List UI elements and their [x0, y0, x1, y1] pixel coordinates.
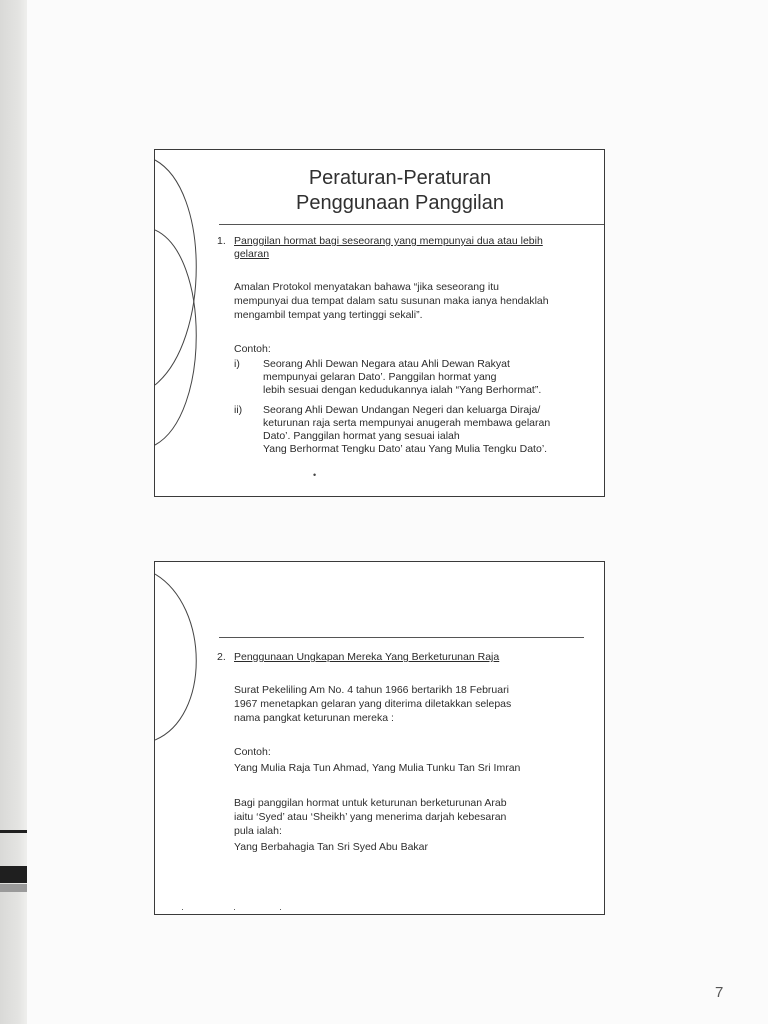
numbered-heading-1 [217, 235, 604, 260]
example-numeral: ii) [234, 404, 243, 416]
numbered-heading-2 [217, 651, 604, 664]
example-item-1 [234, 358, 599, 397]
slide-decor-arcs-icon [155, 562, 235, 915]
item-heading-line-1: Panggilan hormat bagi seseorang yang mempunyai dua atau lebih [234, 235, 543, 247]
example-line: Seorang Ahli Dewan Undangan Negeri dan keluarga Diraja/ [263, 404, 541, 416]
example-line: mempunyai gelaran Dato’. Panggilan hormat yang [263, 371, 497, 383]
contoh-label: Contoh: [234, 746, 271, 758]
item-heading-line-2: gelaran [234, 247, 270, 260]
scan-mark-thick [0, 866, 27, 883]
contoh-label: Contoh: [234, 343, 271, 355]
para-line: iaitu ‘Syed’ atau ‘Sheikh’ yang menerima darjah kebesaran [234, 811, 507, 823]
scan-edge [0, 0, 27, 1024]
paragraph-keturunan-arab [234, 796, 599, 854]
para-line: Bagi panggilan hormat untuk keturunan berketurunan Arab [234, 797, 507, 809]
speck-mark: • [313, 470, 317, 480]
example-line: Seorang Ahli Dewan Negara atau Ahli Dewan Rakyat [263, 358, 510, 370]
para-line: Surat Pekeliling Am No. 4 tahun 1966 bertarikh 18 Februari [234, 684, 509, 696]
item-heading: Penggunaan Ungkapan Mereka Yang Berketurunan Raja [234, 651, 500, 663]
example-numeral: i) [234, 358, 240, 370]
example-line: Yang Berhormat Tengku Dato’ atau Yang Mulia Tengku Dato’. [263, 443, 548, 455]
item-number: 2. [217, 651, 226, 663]
slide-title [215, 166, 585, 216]
example-line: lebih sesuai dengan kedudukannya ialah “Yang Berhormat”. [263, 384, 542, 396]
title-line-1: Peraturan-Peraturan [308, 167, 492, 189]
paragraph-surat-pekeliling [234, 683, 599, 725]
speck-mark: · [181, 904, 184, 914]
para-line: mengambil tempat yang tertinggi sekali”. [234, 309, 423, 321]
speck-mark: · [233, 904, 236, 914]
title-divider [219, 224, 605, 225]
para-line: nama pangkat keturunan mereka : [234, 712, 394, 724]
scan-mark-thin [0, 830, 27, 833]
para-line: Amalan Protokol menyatakan bahawa “jika seseorang itu [234, 281, 499, 293]
slide-2 [154, 561, 605, 915]
title-line-2: Penggunaan Panggilan [296, 192, 504, 214]
example-item-2 [234, 404, 599, 456]
example-line: Dato’. Panggilan hormat yang sesuai ialah [263, 430, 460, 442]
para-line: pula ialah: [234, 825, 282, 837]
contoh-section [234, 745, 599, 775]
item-number: 1. [217, 235, 226, 247]
speck-mark: · [279, 904, 282, 914]
page-number: 7 [715, 984, 724, 1001]
para-example: Yang Berbahagia Tan Sri Syed Abu Bakar [234, 841, 428, 853]
contoh-example: Yang Mulia Raja Tun Ahmad, Yang Mulia Tunku Tan Sri Imran [234, 762, 521, 774]
slide-1 [154, 149, 605, 497]
paragraph-amalan-protokol [234, 280, 599, 322]
example-line: keturunan raja serta mempunyai anugerah membawa gelaran [263, 417, 551, 429]
scan-mark-light [0, 884, 27, 892]
para-line: 1967 menetapkan gelaran yang diterima diletakkan selepas [234, 698, 512, 710]
para-line: mempunyai dua tempat dalam satu susunan maka ianya hendaklah [234, 295, 549, 307]
title-divider [219, 637, 584, 638]
